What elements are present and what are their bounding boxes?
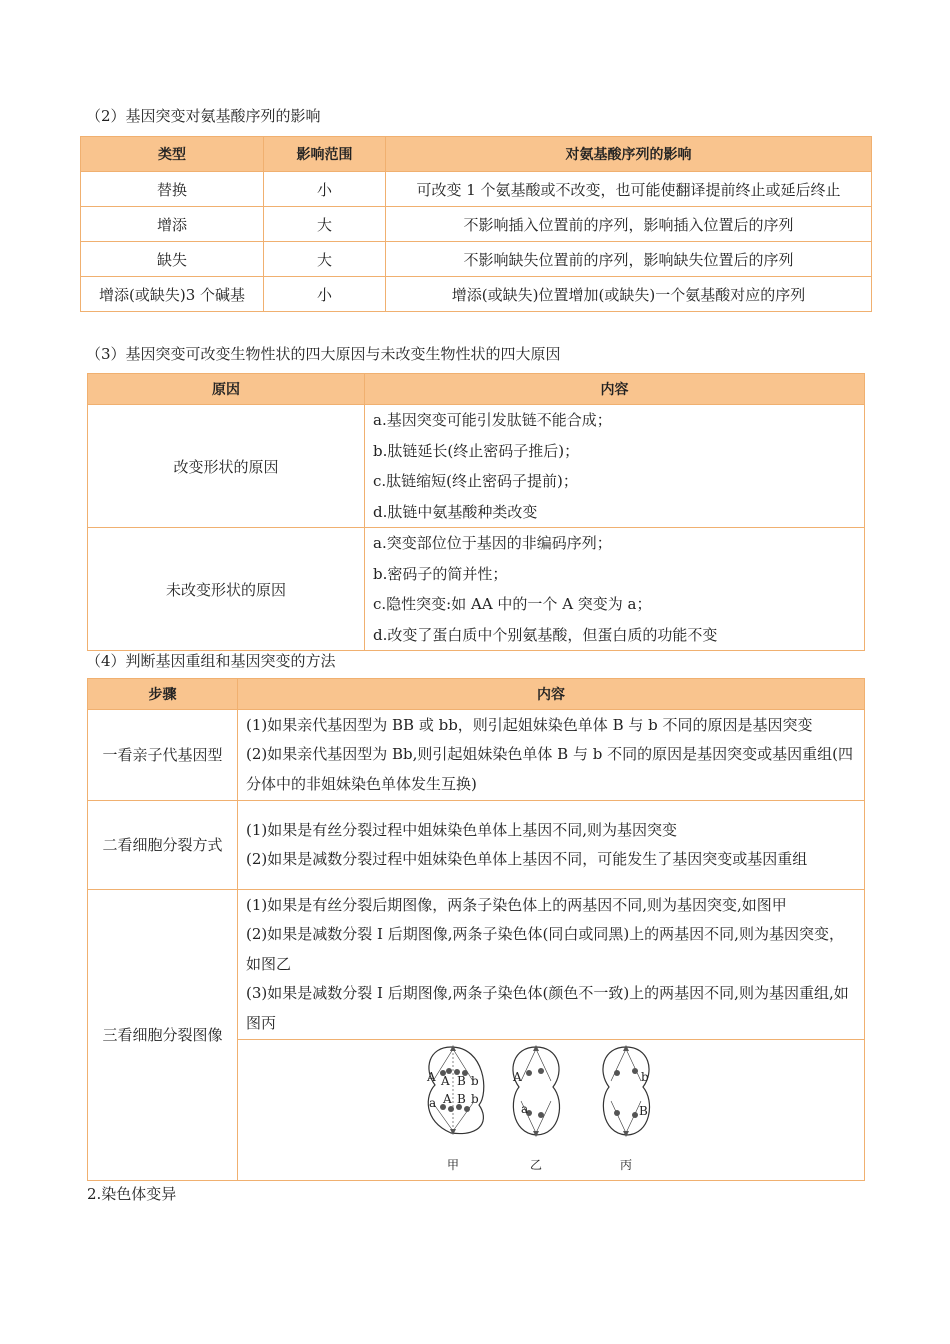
gene-label: b bbox=[471, 1073, 479, 1088]
list-item: c.肽链缩短(终止密码子提前)； bbox=[373, 472, 578, 490]
cell-effect: 增添(或缺失)位置增加(或缺失)一个氨基酸对应的序列 bbox=[386, 277, 872, 312]
header-scope: 影响范围 bbox=[264, 137, 386, 172]
cell-scope: 小 bbox=[264, 172, 386, 207]
cell-effect: 不影响插入位置前的序列，影响插入位置后的序列 bbox=[386, 207, 872, 242]
reason-cell: 未改变形状的原因 bbox=[88, 528, 365, 651]
header-type: 类型 bbox=[81, 137, 264, 172]
list-item: c.隐性突变:如 AA 中的一个 A 突变为 a； bbox=[373, 595, 652, 613]
cell-type: 替换 bbox=[81, 172, 264, 207]
header-content: 内容 bbox=[238, 679, 865, 710]
cell-type: 增添(或缺失)3 个碱基 bbox=[81, 277, 264, 312]
gene-label: B bbox=[457, 1091, 466, 1106]
gene-label: B bbox=[457, 1073, 466, 1088]
content-cell bbox=[238, 801, 865, 890]
table-header-row bbox=[88, 374, 865, 405]
section4-title: （4）判断基因重组和基因突变的方法 bbox=[86, 652, 336, 670]
reason-cell: 改变形状的原因 bbox=[88, 405, 365, 528]
content-cell bbox=[238, 890, 865, 1040]
header-step: 步骤 bbox=[88, 679, 238, 710]
step-cell bbox=[88, 801, 238, 890]
content-cell bbox=[365, 528, 865, 651]
gene-label: A bbox=[427, 1069, 436, 1084]
cell-type: 缺失 bbox=[81, 242, 264, 277]
table-header-row bbox=[88, 679, 865, 710]
list-item: d.改变了蛋白质中个别氨基酸，但蛋白质的功能不变 bbox=[373, 625, 718, 644]
mutation-effect-table bbox=[80, 136, 872, 312]
gene-label: a bbox=[521, 1101, 529, 1116]
header-reason: 原因 bbox=[88, 374, 365, 405]
gene-label: b bbox=[471, 1091, 479, 1106]
section2-title: （2）基因突变对氨基酸序列的影响 bbox=[86, 107, 321, 125]
table-row bbox=[81, 277, 872, 312]
list-item: (2)如果是减数分裂过程中姐妹染色单体上基因不同，可能发生了基因突变或基因重组 bbox=[246, 850, 808, 868]
figure-label-jia: 甲 bbox=[446, 1157, 460, 1172]
cell-effect: 可改变 1 个氨基酸或不改变，也可能使翻译提前终止或延后终止 bbox=[386, 172, 872, 207]
list-item: (1)如果亲代基因型为 BB 或 bb，则引起姐妹染色单体 B 与 b 不同的原因是基因突变 bbox=[246, 715, 813, 734]
figure-label-yi: 乙 bbox=[529, 1157, 543, 1172]
list-item: (1)如果是有丝分裂过程中姐妹染色单体上基因不同,则为基因突变 bbox=[246, 820, 678, 839]
table-row bbox=[81, 172, 872, 207]
cell-outline bbox=[428, 1047, 484, 1134]
list-item: a.突变部位位于基因的非编码序列； bbox=[373, 534, 612, 552]
cell-outline bbox=[603, 1047, 650, 1135]
list-item: (2)如果亲代基因型为 Bb,则引起姐妹染色单体 B 与 b 不同的原因是基因突变或基因重组(四分体中的非姐妹染色单体发生互换) bbox=[246, 745, 853, 793]
list-item: (2)如果是减数分裂 I 后期图像,两条子染色体(同白或同黑)上的两基因不同,则为基因突变，如图乙 bbox=[246, 925, 844, 973]
cell-outline bbox=[513, 1047, 560, 1135]
content-cell bbox=[365, 405, 865, 528]
gene-label: B bbox=[639, 1103, 648, 1118]
table-row bbox=[81, 207, 872, 242]
table-row bbox=[88, 405, 865, 528]
list-item: d.肽链中氨基酸种类改变 bbox=[373, 502, 538, 521]
cell-type: 增添 bbox=[81, 207, 264, 242]
step-cell bbox=[88, 710, 238, 801]
step-label: 二看细胞分裂方式 bbox=[102, 835, 223, 854]
next-heading: 2.染色体变异 bbox=[87, 1185, 177, 1203]
gene-label: b bbox=[641, 1069, 649, 1084]
cell-scope: 大 bbox=[264, 242, 386, 277]
cell-scope: 大 bbox=[264, 207, 386, 242]
table-row bbox=[81, 242, 872, 277]
list-item: b.肽链延长(终止密码子推后)； bbox=[373, 441, 580, 460]
list-item: b.密码子的简并性； bbox=[373, 564, 508, 583]
list-item: (1)如果是有丝分裂后期图像，两条子染色体上的两基因不同,则为基因突变,如图甲 bbox=[246, 895, 787, 914]
header-effect: 对氨基酸序列的影响 bbox=[386, 137, 872, 172]
table-row bbox=[88, 710, 865, 801]
step-label: 三看细胞分裂图像 bbox=[102, 1025, 223, 1044]
recombination-method-table bbox=[87, 678, 865, 1181]
figure-cell bbox=[238, 1039, 865, 1181]
cell-division-figure bbox=[421, 1041, 681, 1179]
table-row bbox=[88, 801, 865, 890]
figure-label-bing: 丙 bbox=[619, 1157, 633, 1172]
cell-effect: 不影响缺失位置前的序列，影响缺失位置后的序列 bbox=[386, 242, 872, 277]
step-label: 一看亲子代基因型 bbox=[102, 745, 223, 764]
content-cell bbox=[238, 710, 865, 801]
list-item: (3)如果是减数分裂 I 后期图像,两条子染色体(颜色不一致)上的两基因不同,则为基因重组,如图丙 bbox=[246, 984, 849, 1032]
section3-title: （3）基因突变可改变生物性状的四大原因与未改变生物性状的四大原因 bbox=[86, 345, 561, 363]
gene-label: A bbox=[513, 1069, 522, 1084]
table-row bbox=[88, 528, 865, 651]
list-item: a.基因突变可能引发肽链不能合成； bbox=[373, 411, 612, 429]
cell-scope: 小 bbox=[264, 277, 386, 312]
gene-label: A bbox=[441, 1073, 450, 1088]
step-cell bbox=[88, 890, 238, 1181]
header-content: 内容 bbox=[365, 374, 865, 405]
gene-label: A bbox=[443, 1091, 452, 1106]
gene-label: a bbox=[429, 1095, 437, 1110]
phenotype-reason-table bbox=[87, 373, 865, 651]
table-header-row bbox=[81, 137, 872, 172]
table-row bbox=[88, 890, 865, 1040]
